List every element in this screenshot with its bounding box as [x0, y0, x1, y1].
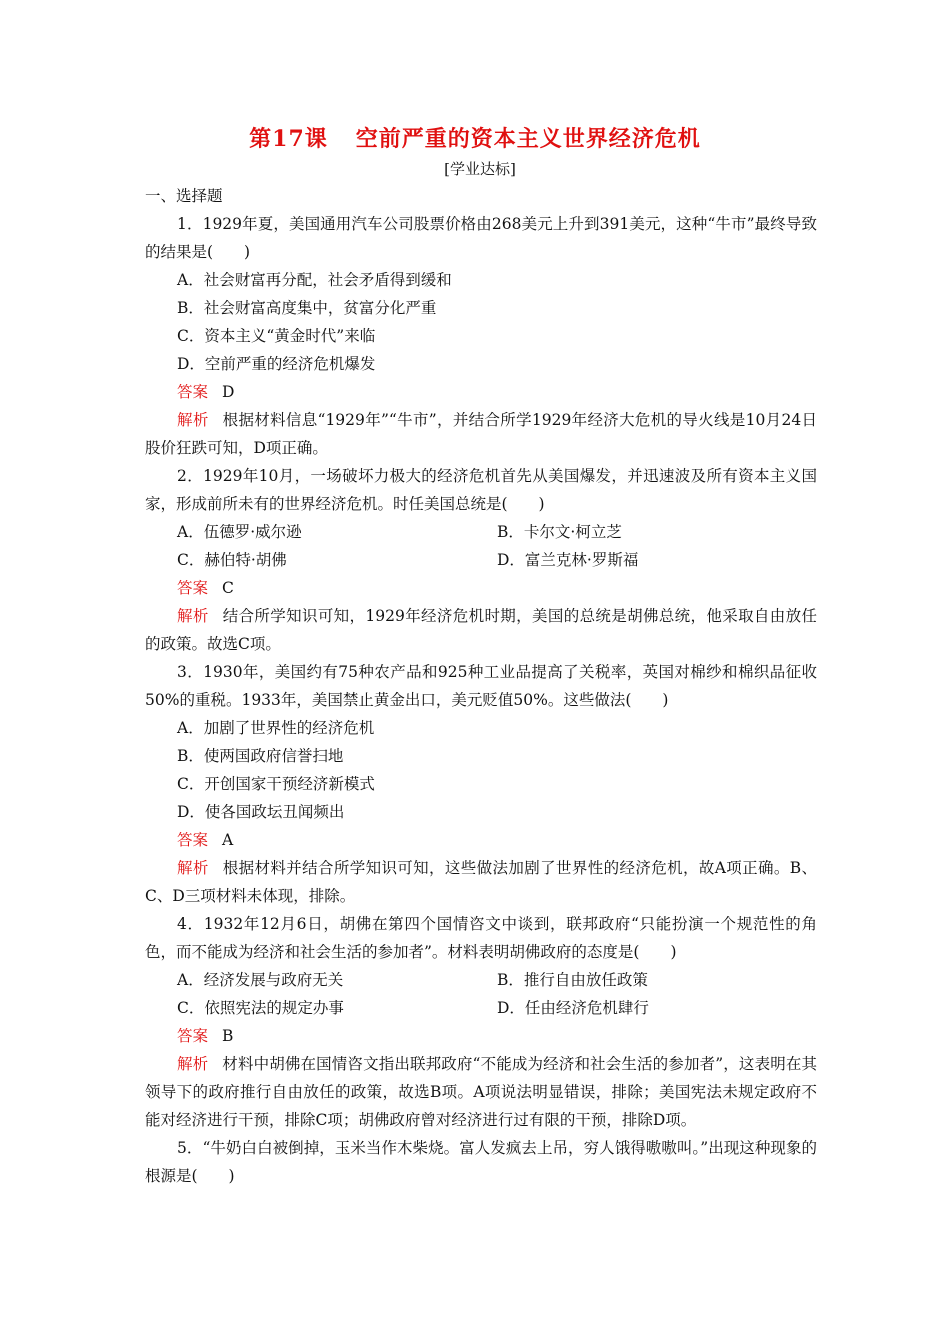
question-3-option-d: D．使各国政坛丑闻频出: [177, 803, 345, 821]
question-1-option-c: C．资本主义“黄金时代”来临: [177, 327, 376, 345]
question-4-option-a: A．经济发展与政府无关: [177, 971, 344, 989]
question-3-option-b: B．使两国政府信誉扫地: [177, 747, 344, 765]
answer-label: 答案: [177, 1027, 209, 1045]
analysis-label: 解析: [177, 607, 209, 625]
question-3-analysis: [145, 854, 817, 910]
analysis-text: 结合所学知识可知，1929年经济危机时期，美国的总统是胡佛总统，他采取自由放任的政策。故选C项。: [145, 607, 817, 653]
analysis-label: 解析: [177, 1055, 209, 1073]
question-2-answer: [145, 574, 817, 602]
answer-value: A: [222, 831, 234, 849]
question-2-analysis: [145, 602, 817, 658]
question-1-option-b: B．社会财富高度集中，贫富分化严重: [177, 299, 437, 317]
answer-label: 答案: [177, 831, 209, 849]
page-title: [0, 122, 950, 153]
answer-value: B: [222, 1027, 234, 1045]
question-1-answer: [145, 378, 817, 406]
answer-label: 答案: [177, 579, 209, 597]
question-4-stem: 4．1932年12月6日，胡佛在第四个国情咨文中谈到，联邦政府“只能扮演一个规范性的角色，而不能成为经济和社会生活的参加者”。材料表明胡佛政府的态度是( ): [145, 915, 817, 961]
question-2-stem: 2．1929年10月，一场破坏力极大的经济危机首先从美国爆发，并迅速波及所有资本主义国家，形成前所未有的世界经济危机。时任美国总统是( ): [145, 467, 817, 513]
question-1-analysis: [145, 406, 817, 462]
lesson-title: 空前严重的资本主义世界经济危机: [355, 126, 701, 152]
analysis-text: 根据材料并结合所学知识可知，这些做法加剧了世界性的经济危机，故A项正确。B、C、D三项材料未体现，排除。: [145, 859, 817, 905]
answer-value: D: [222, 383, 235, 401]
analysis-label: 解析: [177, 859, 209, 877]
question-4-option-d: D．任由经济危机肆行: [497, 999, 649, 1017]
page-subtitle: [学业达标]: [444, 160, 516, 178]
question-5-stem: 5．“牛奶白白被倒掉，玉米当作木柴烧。富人发疯去上吊，穷人饿得嗷嗷叫。”出现这种现象的根源是( ): [145, 1139, 817, 1185]
question-1-option-a: A．社会财富再分配，社会矛盾得到缓和: [177, 271, 452, 289]
question-2-options-row-2: [145, 546, 817, 574]
analysis-text: 根据材料信息“1929年”“牛市”，并结合所学1929年经济大危机的导火线是10月24日股价狂跌可知，D项正确。: [145, 411, 817, 457]
section-heading: 一、选择题: [145, 187, 223, 205]
analysis-text: 材料中胡佛在国情咨文指出联邦政府“不能成为经济和社会生活的参加者”，这表明在其领导下的政府推行自由放任的政策，故选B项。A项说法明显错误，排除；美国宪法未规定政府不能对经济进行干预，排除C项；胡佛政府曾对经济进行过有限的干预，排除D项。: [145, 1055, 817, 1129]
question-4-answer: [145, 1022, 817, 1050]
lesson-number: 第17课: [249, 126, 328, 152]
question-4-option-c: C．依照宪法的规定办事: [177, 999, 344, 1017]
question-1-option-d: D．空前严重的经济危机爆发: [177, 355, 376, 373]
analysis-label: 解析: [177, 411, 209, 429]
question-list: [145, 182, 817, 1190]
question-4-option-b: B．推行自由放任政策: [497, 971, 648, 989]
question-3-option-a: A．加剧了世界性的经济危机: [177, 719, 375, 737]
question-1-stem: 1．1929年夏，美国通用汽车公司股票价格由268美元上升到391美元，这种“牛市”最终导致的结果是( ): [145, 215, 817, 261]
question-4-analysis: [145, 1050, 817, 1134]
question-3-answer: [145, 826, 817, 854]
answer-value: C: [222, 579, 234, 597]
question-2-option-b: B．卡尔文·柯立芝: [497, 523, 622, 541]
question-3-stem: 3．1930年，美国约有75种农产品和925种工业品提高了关税率，英国对棉纱和棉织品征收50%的重税。1933年，美国禁止黄金出口，美元贬值50%。这些做法( ): [145, 663, 817, 709]
question-2-options-row-1: [145, 518, 817, 546]
question-4-options-row-2: [145, 994, 817, 1022]
question-3-option-c: C．开创国家干预经济新模式: [177, 775, 375, 793]
question-2-option-c: C．赫伯特·胡佛: [177, 551, 287, 569]
question-4-options-row-1: [145, 966, 817, 994]
question-2-option-d: D．富兰克林·罗斯福: [497, 551, 639, 569]
answer-label: 答案: [177, 383, 209, 401]
question-2-option-a: A．伍德罗·威尔逊: [177, 523, 302, 541]
